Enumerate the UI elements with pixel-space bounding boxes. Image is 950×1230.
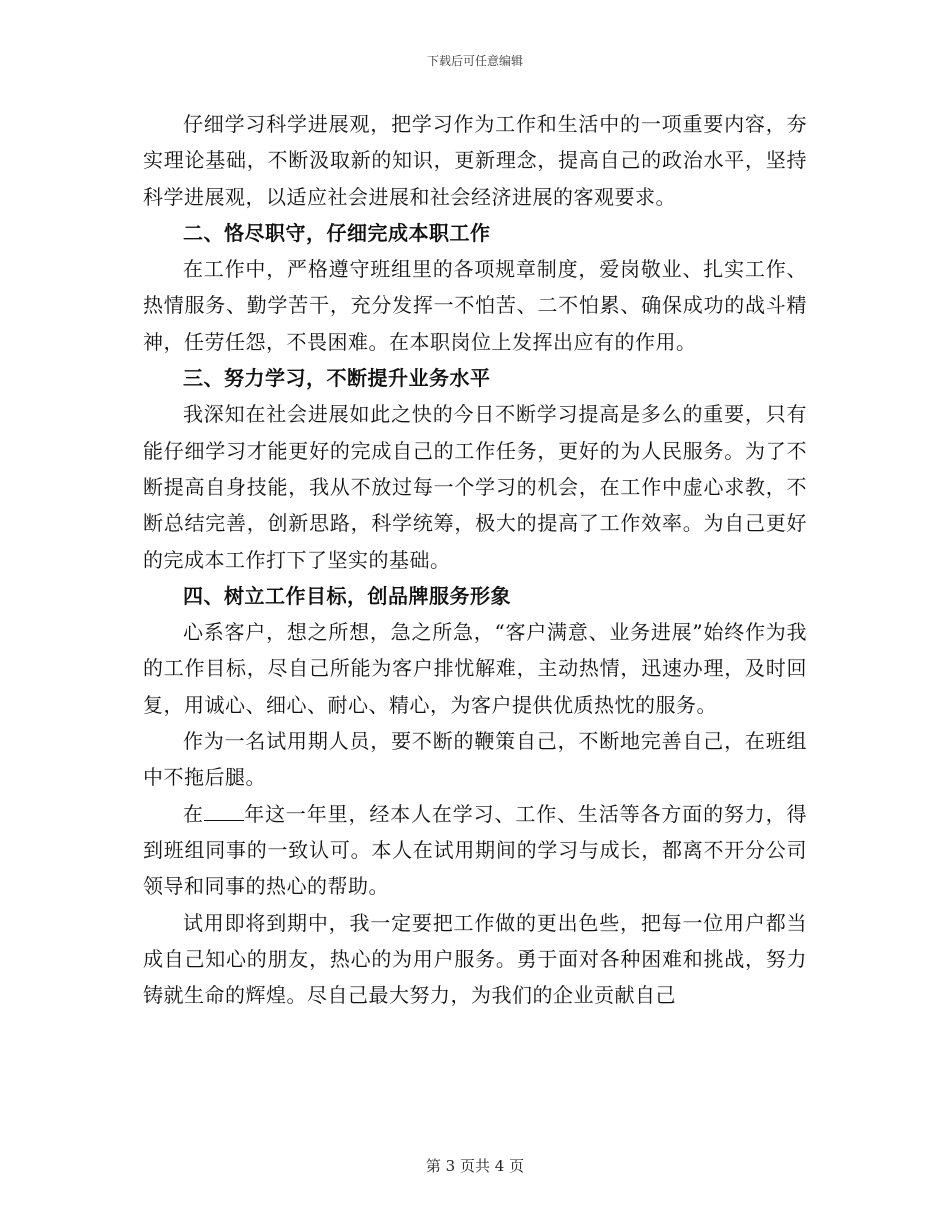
paragraph-goals: 心系客户，想之所想，急之所急，“客户满意、业务进展”始终作为我的工作目标，尽自己所能为客户排忧解难，主动热情，迅速办理，及时回复，用诚心、细心、耐心、精心，为客户提供优质热忱的服务。 [143, 620, 807, 717]
paragraph-learning: 我深知在社会进展如此之快的今日不断学习提高是多么的重要，只有能仔细学习才能更好的完成自己的工作任务，更好的为人民服务。为了不断提高自身技能，我从不放过每一个学习的机会，在工作中虚心求教，不断总结完善，创新思路，科学统筹，极大的提高了工作效率。为自己更好的完成本工作打下了坚实的基础。 [143, 402, 807, 572]
document-body [143, 106, 807, 1013]
paragraph-duty: 在工作中，严格遵守班组里的各项规章制度，爱岗敬业、扎实工作、热情服务、勤学苦干，充分发挥一不怕苦、二不怕累、确保成功的战斗精神，任劳任怨，不畏困难。在本职岗位上发挥出应有的作用。 [143, 257, 807, 354]
paragraph-probation: 作为一名试用期人员，要不断的鞭策自己，不断地完善自己，在班组中不拖后腿。 [143, 729, 807, 790]
year-blank [204, 819, 244, 821]
paragraph-study: 仔细学习科学进展观，把学习作为工作和生活中的一项重要内容，夯实理论基础，不断汲取新的知识，更新理念，提高自己的政治水平，坚持科学进展观，以适应社会进展和社会经济进展的客观要求。 [143, 112, 807, 209]
page-footer: 第 3 页共 4 页 [425, 1157, 525, 1175]
page-header: 下载后可任意编辑 [426, 54, 523, 68]
heading-learning: 三、努力学习，不断提升业务水平 [183, 366, 491, 391]
paragraph-year [143, 796, 807, 905]
heading-duty: 二、恪尽职守，仔细完成本职工作 [183, 220, 491, 245]
heading-goals: 四、树立工作目标，创品牌服务形象 [183, 583, 511, 608]
paragraph-future: 试用即将到期中，我一定要把工作做的更出色些，把每一位用户都当成自己知心的朋友，热心的为用户服务。勇于面对各种困难和挑战，努力铸就生命的辉煌。尽自己最大努力，为我们的企业贡献自己 [143, 910, 807, 1008]
paragraph-year-rest: 年这一年里，经本人在学习、工作、生活等各方面的努力，得到班组同事的一致认可。本人在试用期间的学习与成长，都离不开分公司领导和同事的热心的帮助。 [143, 801, 808, 899]
paragraph-year-start: 在 [183, 801, 204, 826]
